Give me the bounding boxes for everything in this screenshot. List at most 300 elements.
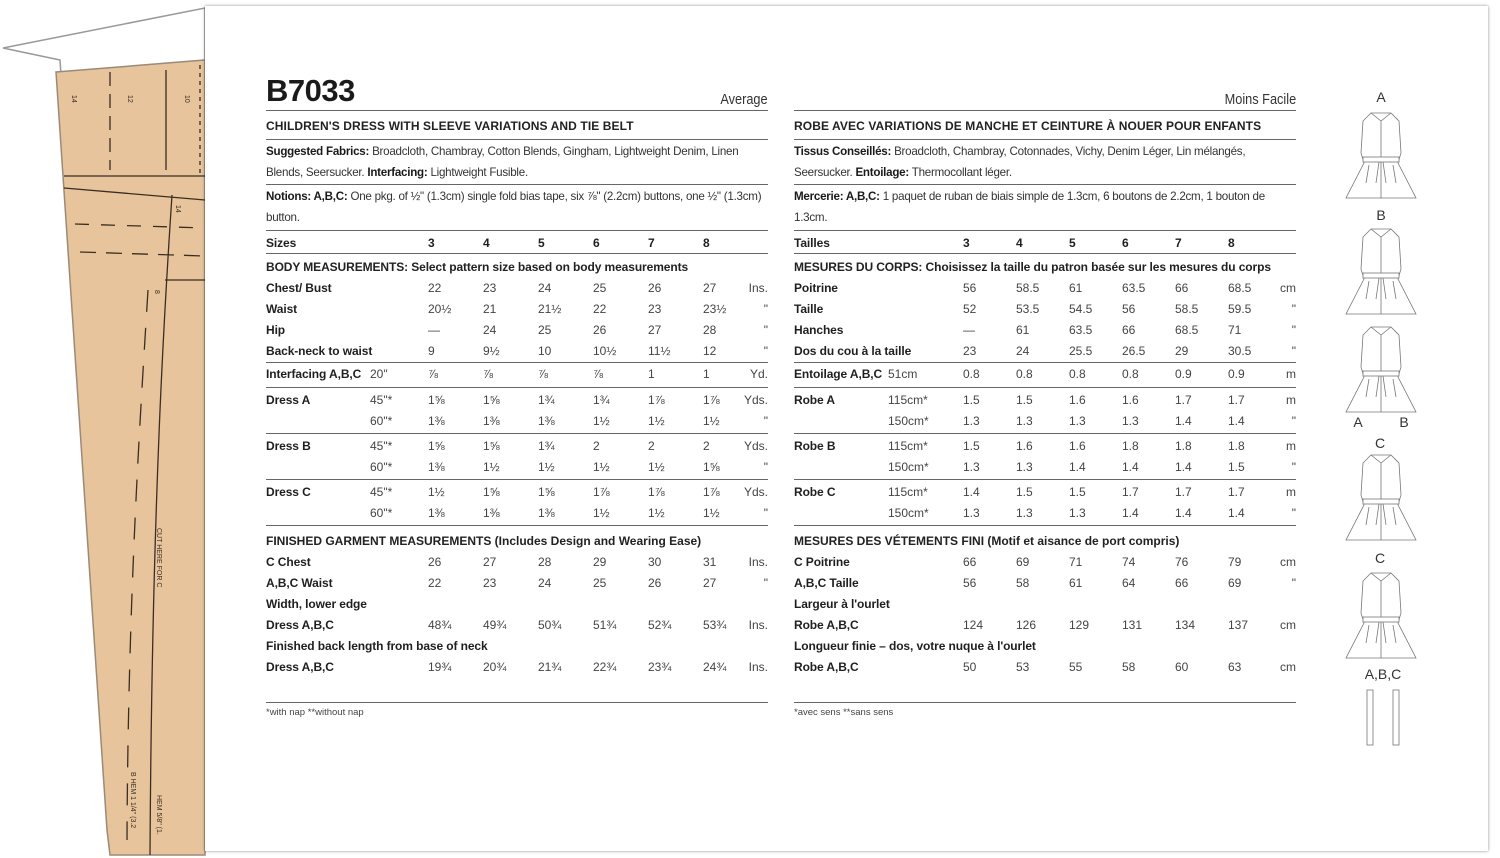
suggested-fabrics	[266, 140, 768, 185]
table-row	[794, 278, 1296, 299]
size-value: 1.7	[1175, 485, 1192, 499]
footnote: *avec sens **sans sens	[794, 702, 1296, 718]
size-value: 4	[483, 236, 490, 250]
english-column	[266, 73, 768, 718]
size-value: 1.5	[1228, 460, 1245, 474]
size-value: 3	[428, 236, 435, 250]
table-row	[266, 341, 768, 362]
fabrics-label: Suggested Fabrics:	[266, 145, 370, 158]
table-row	[266, 552, 768, 573]
size-value: 4	[1016, 236, 1023, 250]
table-row	[266, 594, 768, 615]
table-row	[794, 364, 1296, 385]
table-row	[794, 299, 1296, 320]
fabric-width: 45"*	[370, 439, 393, 453]
size-value: 1½	[703, 414, 720, 428]
size-value: 56	[963, 576, 977, 590]
size-value: 48¾	[428, 618, 452, 632]
table-row	[794, 594, 1296, 615]
size-value: 1½	[593, 506, 610, 520]
size-value: 69	[1016, 555, 1030, 569]
size-value: 66	[1175, 281, 1189, 295]
size-value: 1.4	[1228, 506, 1245, 520]
pattern-label: HEM 5/8" (1.	[155, 795, 162, 835]
table-row	[266, 320, 768, 341]
section-heading: MESURES DU CORPS: Choisissez la taille du patron basée sur les mesures du corps	[794, 260, 1271, 274]
table-row	[794, 390, 1296, 411]
size-value: 1.4	[963, 485, 980, 499]
size-value: 63	[1228, 660, 1242, 674]
size-value: 1⅝	[538, 485, 555, 499]
size-value: 1⅞	[703, 485, 720, 499]
unit: cm	[1280, 660, 1296, 674]
size-value: 23	[963, 344, 977, 358]
size-value: 1⅜	[428, 506, 445, 520]
table-row	[266, 636, 768, 657]
size-value: 1.8	[1122, 439, 1139, 453]
size-value: 71	[1228, 323, 1242, 337]
fabric-yardage-robe-c	[794, 480, 1296, 526]
fabric-width: 45"*	[370, 393, 393, 407]
interfacing-yardage	[794, 363, 1296, 388]
size-value: 23	[483, 576, 497, 590]
size-value: 50	[963, 660, 977, 674]
pattern-title: ROBE AVEC VARIATIONS DE MANCHE ET CEINTURE À NOUER POUR ENFANTS	[794, 111, 1296, 140]
size-value: 1⅝	[428, 439, 445, 453]
size-value: 1½	[648, 460, 665, 474]
size-value: 1.6	[1069, 439, 1086, 453]
view-label-a-back: A	[1353, 414, 1363, 430]
row-label: Tailles	[794, 236, 830, 250]
row-label: Dress C	[266, 485, 311, 499]
difficulty-level: Average	[720, 91, 768, 108]
size-value: 31	[703, 555, 717, 569]
fabric-width: 150cm*	[888, 414, 929, 428]
unit: Yds.	[743, 485, 768, 499]
size-value: 1.3	[963, 506, 980, 520]
size-value: 21¾	[538, 660, 562, 674]
size-value: 22¾	[593, 660, 617, 674]
size-value: 30.5	[1228, 344, 1252, 358]
unit: "	[763, 344, 768, 358]
dress-b-sketch	[1346, 229, 1416, 314]
section-heading: FINISHED GARMENT MEASUREMENTS (Includes Design and Wearing Ease)	[266, 534, 702, 548]
notions-text: 1 paquet de ruban de biais simple de 1.3cm, 6 boutons de 2.2cm, 1 bouton de 1.3cm.	[794, 190, 1265, 224]
size-value: 56	[1122, 302, 1136, 316]
size-value: ⅞	[428, 367, 439, 381]
size-value: ⅞	[538, 367, 549, 381]
row-label: Robe B	[794, 439, 836, 453]
row-label: Back-neck to waist	[266, 344, 373, 358]
unit: "	[763, 323, 768, 337]
pattern-label: 14	[174, 205, 181, 213]
fabric-width: 60"*	[370, 506, 393, 520]
size-value: 79	[1228, 555, 1242, 569]
notions-label: Notions: A,B,C:	[266, 190, 348, 203]
size-value: 1.4	[1175, 460, 1192, 474]
unit: "	[763, 414, 768, 428]
size-value: 58.5	[1175, 302, 1199, 316]
size-value: 1⅝	[428, 393, 445, 407]
pattern-label: 10	[183, 95, 190, 103]
size-value: 1⅝	[483, 485, 500, 499]
size-value: 7	[648, 236, 655, 250]
size-value: 27	[648, 323, 662, 337]
size-value: 1.7	[1122, 485, 1139, 499]
size-value: 52	[963, 302, 977, 316]
size-value: 1⅜	[538, 414, 555, 428]
size-value: 10	[538, 344, 552, 358]
pattern-number: B7033	[266, 73, 355, 108]
size-value: 28	[703, 323, 717, 337]
row-label: C Chest	[266, 555, 311, 569]
table-row	[266, 482, 768, 503]
size-value: 1½	[648, 506, 665, 520]
interfacing-text: Thermocollant léger.	[909, 166, 1012, 179]
size-value: 1.6	[1016, 439, 1033, 453]
interfacing-label: Interfacing:	[367, 166, 428, 179]
size-value: 20¾	[483, 660, 507, 674]
row-label: Dress A,B,C	[266, 618, 334, 632]
size-value: 28	[538, 555, 552, 569]
size-value: 58	[1122, 660, 1136, 674]
size-value: 61	[1069, 576, 1083, 590]
size-value: 1.3	[1016, 414, 1033, 428]
size-value: 1⅝	[483, 393, 500, 407]
size-value: 1.5	[1069, 485, 1086, 499]
size-value: 1½	[703, 506, 720, 520]
table-row	[794, 615, 1296, 636]
size-value: 1.5	[963, 439, 980, 453]
row-label: Robe A,B,C	[794, 618, 859, 632]
row-label: Width, lower edge	[266, 597, 367, 611]
body-measurements	[794, 254, 1296, 363]
size-value: 0.8	[963, 367, 980, 381]
table-row	[794, 341, 1296, 362]
size-value: 8	[1228, 236, 1235, 250]
size-value: 9	[428, 344, 435, 358]
size-value: 12	[703, 344, 717, 358]
size-value: 51¾	[593, 618, 617, 632]
row-label: Largeur à l'ourlet	[794, 597, 890, 611]
unit: Yds.	[743, 439, 768, 453]
size-value: 1⅜	[538, 506, 555, 520]
size-value: 63.5	[1122, 281, 1146, 295]
size-value: 6	[593, 236, 600, 250]
size-value: 26	[648, 281, 662, 295]
size-value: 1⅝	[483, 439, 500, 453]
size-value: 27	[703, 281, 717, 295]
size-value: 1.4	[1122, 506, 1139, 520]
size-value: 23½	[703, 302, 727, 316]
size-value: 22	[428, 281, 442, 295]
size-value: 29	[593, 555, 607, 569]
size-value: 1½	[538, 460, 555, 474]
table-row	[266, 390, 768, 411]
size-value: 22	[428, 576, 442, 590]
unit: "	[1291, 506, 1296, 520]
size-value: 22	[593, 302, 607, 316]
fabric-yardage-dress-c	[266, 480, 768, 526]
unit: "	[1291, 302, 1296, 316]
size-value: 76	[1175, 555, 1189, 569]
table-row	[266, 278, 768, 299]
size-value: 126	[1016, 618, 1037, 632]
size-value: 26	[428, 555, 442, 569]
size-value: 1¾	[538, 393, 555, 407]
dress-a-sketch	[1346, 113, 1416, 198]
size-value: 1.5	[1016, 485, 1033, 499]
size-value: 1⅜	[428, 460, 445, 474]
belt-piece-sketch	[1367, 690, 1373, 745]
size-value: 1⅞	[703, 393, 720, 407]
size-value: 1½	[593, 460, 610, 474]
suggested-fabrics	[794, 140, 1296, 185]
size-value: 1.4	[1175, 414, 1192, 428]
view-label-b: B	[1376, 207, 1386, 223]
unit: "	[1291, 414, 1296, 428]
size-value: 69	[1228, 576, 1242, 590]
belt-piece-sketch	[1393, 690, 1399, 745]
size-value: 64	[1122, 576, 1136, 590]
pattern-label: B HEM 1 1/4" (3.2	[129, 772, 136, 829]
notions	[266, 185, 768, 231]
pattern-piece	[56, 60, 205, 855]
unit: "	[763, 576, 768, 590]
size-value: 1.5	[1016, 393, 1033, 407]
header	[266, 73, 768, 111]
row-label: Taille	[794, 302, 824, 316]
fabric-width: 60"*	[370, 460, 393, 474]
size-value: 66	[1122, 323, 1136, 337]
size-value: 7	[1175, 236, 1182, 250]
size-value: ⅞	[483, 367, 494, 381]
fabric-width: 150cm*	[888, 460, 929, 474]
unit: "	[763, 506, 768, 520]
row-label: Finished back length from base of neck	[266, 639, 488, 653]
size-value: 54.5	[1069, 302, 1093, 316]
size-value: 1⅞	[648, 485, 665, 499]
dress-c-sketch	[1346, 455, 1416, 540]
size-value: 1¾	[538, 439, 555, 453]
size-value: 1.8	[1228, 439, 1245, 453]
unit: Ins.	[748, 555, 768, 569]
size-value: 71	[1069, 555, 1083, 569]
size-value: 6	[1122, 236, 1129, 250]
row-label: Dress B	[266, 439, 311, 453]
size-value: 1⅞	[648, 393, 665, 407]
garment-sketches	[1340, 85, 1430, 755]
size-value: ⅞	[593, 367, 604, 381]
dress-c-back-sketch	[1346, 573, 1416, 658]
notions-text: One pkg. of ½" (1.3cm) single fold bias tape, six ⅞" (2.2cm) buttons, one ½" (1.3cm) button.	[266, 190, 762, 224]
size-value: 5	[538, 236, 545, 250]
size-value: 58	[1016, 576, 1030, 590]
size-value: 24	[1016, 344, 1030, 358]
size-value: 124	[963, 618, 984, 632]
size-value: 23¾	[648, 660, 672, 674]
size-value: 10½	[593, 344, 617, 358]
size-value: 0.8	[1069, 367, 1086, 381]
table-row	[266, 503, 768, 524]
size-value: 29	[1175, 344, 1189, 358]
size-value: 26.5	[1122, 344, 1146, 358]
footnote: *with nap **without nap	[266, 702, 768, 718]
pattern-label: 12	[126, 95, 133, 103]
size-value: 53.5	[1016, 302, 1040, 316]
sizes-row	[794, 231, 1296, 254]
size-value: 68.5	[1175, 323, 1199, 337]
interfacing-text: Lightweight Fusible.	[427, 166, 528, 179]
size-value: 11½	[648, 344, 671, 358]
size-value: 25.5	[1069, 344, 1093, 358]
size-value: 1.3	[1016, 460, 1033, 474]
size-value: 1.7	[1175, 393, 1192, 407]
size-value: 1.6	[1122, 393, 1139, 407]
unit: m	[1286, 439, 1296, 453]
fabric-width: 150cm*	[888, 506, 929, 520]
section-heading: BODY MEASUREMENTS: Select pattern size based on body measurements	[266, 260, 689, 274]
size-value: 19¾	[428, 660, 452, 674]
size-value: 24	[538, 281, 552, 295]
row-label: Dress A,B,C	[266, 660, 334, 674]
notions-label: Mercerie: A,B,C:	[794, 190, 880, 203]
size-value: 1½	[593, 414, 610, 428]
unit: "	[1291, 323, 1296, 337]
size-value: 0.8	[1016, 367, 1033, 381]
size-value: 25	[593, 281, 607, 295]
row-label: Interfacing A,B,C	[266, 367, 362, 381]
table-row	[266, 615, 768, 636]
size-value: 2	[593, 439, 600, 453]
size-value: 24	[483, 323, 497, 337]
size-value: 66	[963, 555, 977, 569]
size-value: 1½	[483, 460, 500, 474]
table-row	[794, 573, 1296, 594]
unit: "	[763, 302, 768, 316]
view-label-c-back: C	[1374, 550, 1386, 566]
size-value: 30	[648, 555, 662, 569]
size-value: 1⅞	[593, 485, 610, 499]
size-value: 3	[963, 236, 970, 250]
size-value: 1½	[428, 485, 445, 499]
table-row	[266, 411, 768, 432]
table-row	[266, 573, 768, 594]
view-label-belt: A,B,C	[1364, 666, 1402, 682]
size-value: 25	[593, 576, 607, 590]
fabric-width: 115cm*	[888, 485, 928, 499]
view-label-a: A	[1376, 89, 1386, 105]
size-value: 9½	[483, 344, 500, 358]
row-label: Dos du cou à la taille	[794, 344, 912, 358]
unit: cm	[1280, 618, 1296, 632]
fabric-width: 115cm*	[888, 393, 928, 407]
row-label: Dress A	[266, 393, 311, 407]
row-label: Hanches	[794, 323, 844, 337]
fabric-width: 51cm	[888, 367, 918, 381]
unit: cm	[1280, 281, 1296, 295]
unit: m	[1286, 485, 1296, 499]
table-row	[794, 436, 1296, 457]
row-label: Robe A	[794, 393, 835, 407]
size-value: 60	[1175, 660, 1189, 674]
size-value: 137	[1228, 618, 1249, 632]
size-value: 134	[1175, 618, 1196, 632]
size-value: 1½	[648, 414, 665, 428]
view-label-c: C	[1374, 435, 1386, 451]
size-value: 1.3	[1069, 414, 1086, 428]
row-label: Robe A,B,C	[794, 660, 859, 674]
notions	[794, 185, 1296, 231]
row-label: A,B,C Waist	[266, 576, 333, 590]
unit: Yds.	[743, 393, 768, 407]
size-value: 5	[1069, 236, 1076, 250]
size-value: 61	[1069, 281, 1083, 295]
size-value: 56	[963, 281, 977, 295]
table-row	[794, 636, 1296, 657]
row-label: Sizes	[266, 236, 297, 250]
size-value: 27	[483, 555, 497, 569]
table-row	[266, 299, 768, 320]
size-value: 59.5	[1228, 302, 1252, 316]
size-value: 63.5	[1069, 323, 1093, 337]
size-value: 1.4	[1175, 506, 1192, 520]
unit: Ins.	[748, 660, 768, 674]
size-value: 53¾	[703, 618, 727, 632]
pattern-title: CHILDREN'S DRESS WITH SLEEVE VARIATIONS AND TIE BELT	[266, 111, 768, 140]
row-label: Chest/ Bust	[266, 281, 332, 295]
table-row	[794, 657, 1296, 678]
fabric-yardage-robe-a	[794, 388, 1296, 434]
interfacing-label: Entoilage:	[855, 166, 909, 179]
size-value: 1⅜	[483, 414, 500, 428]
pattern-label: 14	[70, 95, 77, 103]
fabric-yardage-robe-b	[794, 434, 1296, 480]
row-label: Hip	[266, 323, 286, 337]
size-value: 1⅜	[483, 506, 500, 520]
table-row	[266, 657, 768, 678]
size-value: 27	[703, 576, 717, 590]
table-row	[266, 364, 768, 385]
fabrics-label: Tissus Conseillés:	[794, 145, 892, 158]
table-row	[794, 320, 1296, 341]
size-value: 1⅜	[428, 414, 445, 428]
size-value: 1.7	[1228, 393, 1245, 407]
size-value: —	[963, 323, 975, 337]
table-row	[266, 457, 768, 478]
unit: m	[1286, 393, 1296, 407]
size-value: 23	[648, 302, 662, 316]
size-value: 61	[1016, 323, 1030, 337]
table-row	[794, 482, 1296, 503]
view-label-b-back: B	[1399, 414, 1409, 430]
row-label: Robe C	[794, 485, 836, 499]
size-value: 1.8	[1175, 439, 1192, 453]
size-value: 1.3	[1069, 506, 1086, 520]
size-value: 66	[1175, 576, 1189, 590]
fabric-yardage-dress-a	[266, 388, 768, 434]
unit: "	[1291, 344, 1296, 358]
unit: Ins.	[748, 618, 768, 632]
row-label: Waist	[266, 302, 298, 316]
size-value: 26	[648, 576, 662, 590]
size-value: 74	[1122, 555, 1136, 569]
header	[794, 77, 1296, 111]
size-value: 1.3	[963, 414, 980, 428]
row-label: Entoilage A,B,C	[794, 367, 883, 381]
size-value: 129	[1069, 618, 1090, 632]
section-heading: MESURES DES VÉTEMENTS FINI (Motif et aisance de port compris)	[794, 534, 1180, 548]
